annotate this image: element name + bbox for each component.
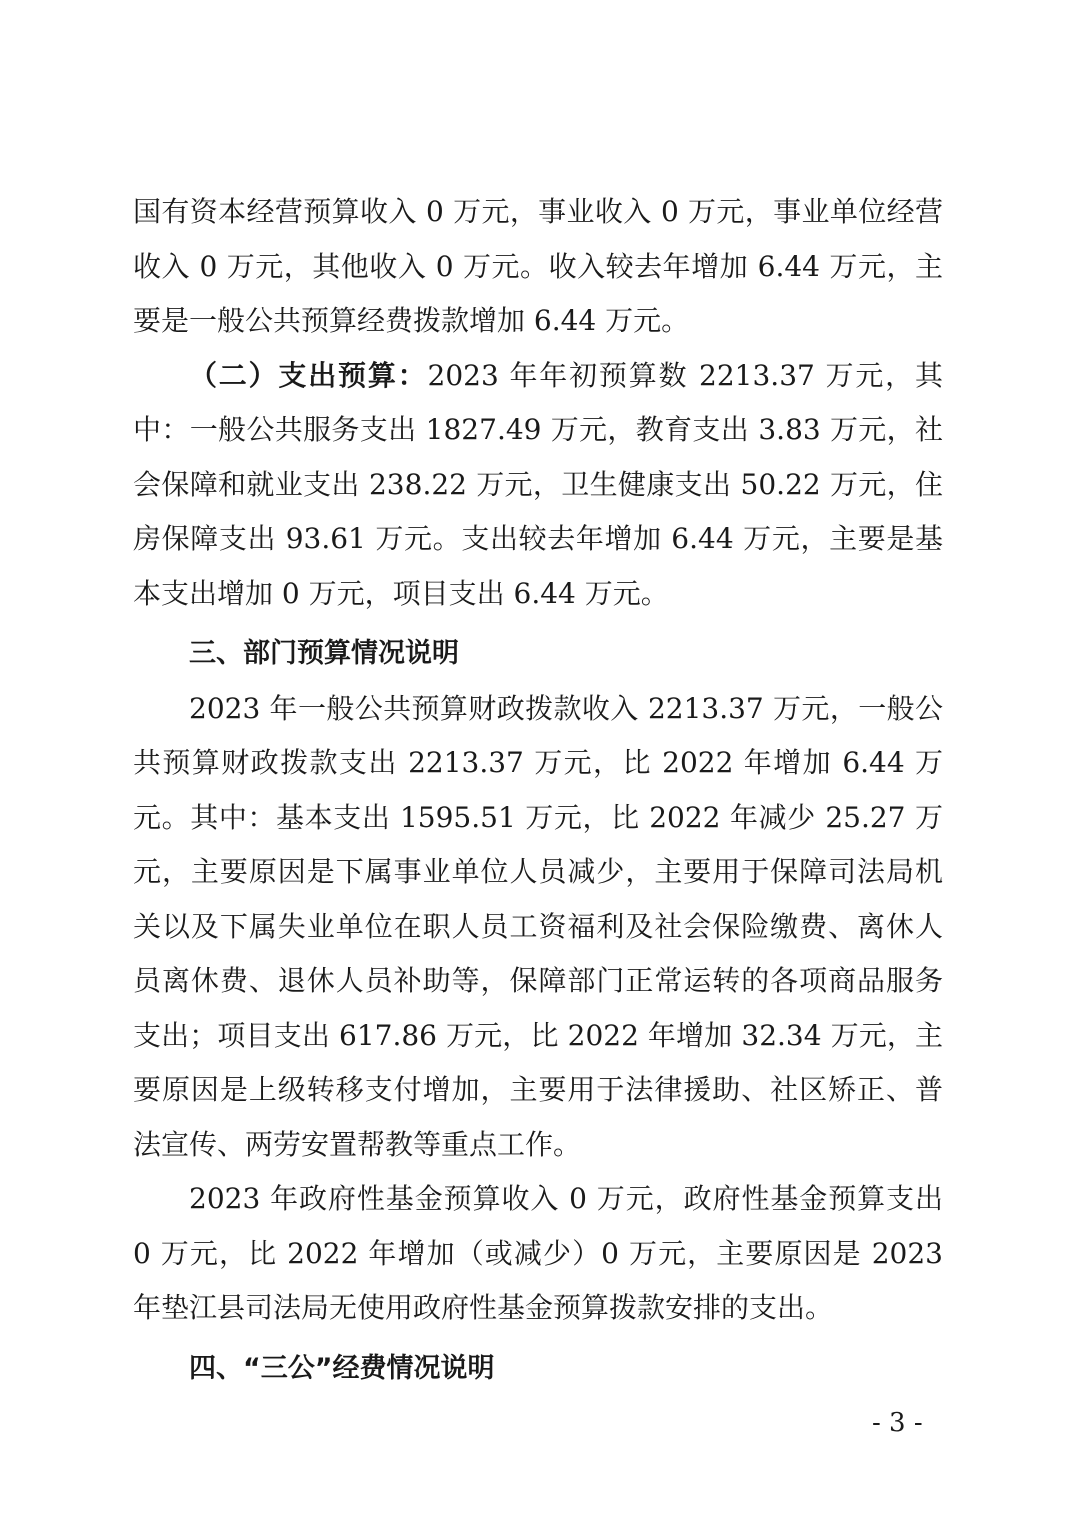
- page-number: - 3 -: [872, 1408, 923, 1438]
- income-continuation-paragraph: 国有资本经营预算收入 0 万元，事业收入 0 万元，事业单位经营收入 0 万元，其他收入 0 万元。收入较去年增加 6.44 万元，主要是一般公共预算经费拨款增加 6.44 万元。: [133, 195, 943, 337]
- expenditure-budget-text: 2023 年年初预算数 2213.37 万元，其中：一般公共服务支出 1827.49 万元，教育支出 3.83 万元，社会保障和就业支出 238.22 万元，卫生健康支出 50.22 万元，住房保障支出 93.61 万元。支出较去年增加 6.44 万元，主要是基本支出增加 0 万元，项目支出 6.44 万元。: [133, 358, 943, 610]
- section-four-heading: 四、“三公”经费情况说明: [189, 1352, 495, 1384]
- document-body: [133, 185, 943, 1396]
- section-three-general-budget-paragraph: 2023 年一般公共预算财政拨款收入 2213.37 万元，一般公共预算财政拨款支出 2213.37 万元，比 2022 年增加 6.44 万元。其中：基本支出 1595.51 万元，比 2022 年减少 25.27 万元，主要原因是下属事业单位人员减少，主要用于保障司法局机关以及下属失业单位在职人员工资福利及社会保险缴费、离休人员离休费、退休人员补助等，保障部门正常运转的各项商品服务支出；项目支出 617.86 万元，比 2022 年增加 32.34 万元，主要原因是上级转移支付增加，主要用于法律援助、社区矫正、普法宣传、两劳安置帮教等重点工作。: [133, 691, 943, 1161]
- expenditure-budget-lead: （二）支出预算：: [189, 358, 428, 392]
- section-three-heading: 三、部门预算情况说明: [189, 638, 459, 669]
- section-three-fund-budget-paragraph: 2023 年政府性基金预算收入 0 万元，政府性基金预算支出 0 万元，比 2022 年增加（或减少）0 万元，主要原因是 2023 年垫江县司法局无使用政府性基金预算拨款安排的支出。: [133, 1182, 943, 1324]
- expenditure-budget-paragraph: [133, 349, 943, 622]
